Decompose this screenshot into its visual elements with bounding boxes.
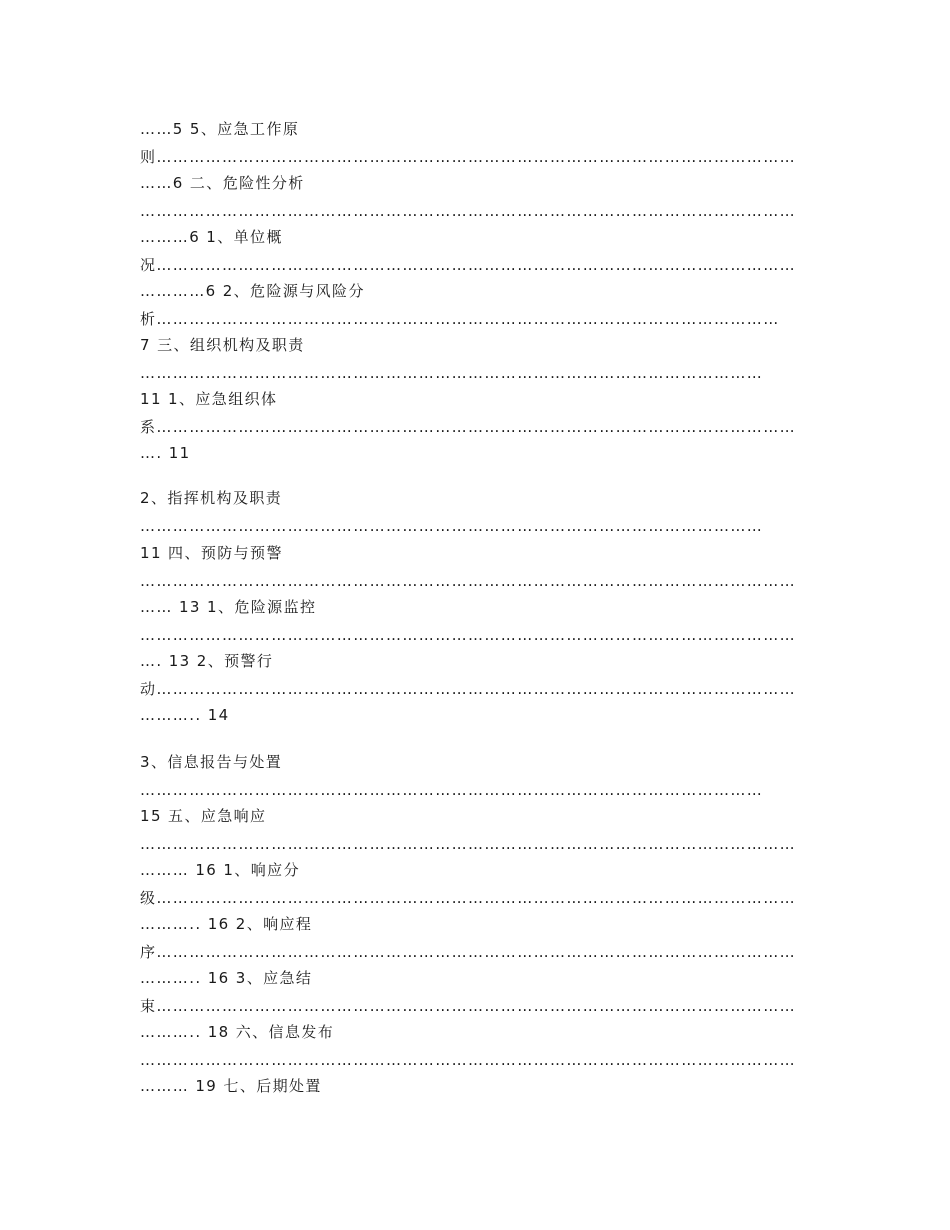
toc-line: 7 三、组织机构及职责 <box>140 336 305 354</box>
toc-line: ……….. 16 3、应急结 <box>140 969 313 987</box>
toc-line: ………6 1、单位概 <box>140 228 283 246</box>
toc-line: 系……………………………………………………………………………………………………… <box>140 418 796 436</box>
toc-line: 15 五、应急响应 <box>140 807 267 825</box>
toc-line: ……….. 14 <box>140 706 230 724</box>
toc-line: 2、指挥机构及职责 <box>140 489 283 507</box>
toc-line: …………………………………………………………………………………………………… <box>140 364 764 382</box>
toc-line: ………………………………………………………………………………………………………… <box>140 202 796 220</box>
toc-line: ………………………………………………………………………………………………………… <box>140 835 796 853</box>
toc-line: …. 11 <box>140 444 191 462</box>
toc-line: ………………………………………………………………………………………………………… <box>140 626 796 644</box>
toc-line: ……… 19 七、后期处置 <box>140 1077 322 1095</box>
toc-line: 序……………………………………………………………………………………………………… <box>140 943 796 961</box>
toc-line: 11 四、预防与预警 <box>140 544 283 562</box>
toc-line: 则……………………………………………………………………………………………………… <box>140 148 796 166</box>
toc-line: …… 13 1、危险源监控 <box>140 598 317 616</box>
toc-line: 11 1、应急组织体 <box>140 390 278 408</box>
toc-line: …. 13 2、预警行 <box>140 652 274 670</box>
toc-line: 况……………………………………………………………………………………………………… <box>140 256 796 274</box>
toc-line: ………………………………………………………………………………………………………… <box>140 1051 796 1069</box>
toc-line: ……….. 16 2、响应程 <box>140 915 313 933</box>
toc-line: ………………………………………………………………………………………………………… <box>140 572 796 590</box>
toc-line: ……6 二、危险性分析 <box>140 174 305 192</box>
toc-line: ……… 16 1、响应分 <box>140 861 300 879</box>
toc-line: …………………………………………………………………………………………………… <box>140 781 764 799</box>
toc-line: 级……………………………………………………………………………………………………… <box>140 889 796 907</box>
toc-line: …………………………………………………………………………………………………… <box>140 517 764 535</box>
toc-line: 动……………………………………………………………………………………………………… <box>140 680 796 698</box>
toc-line: 析…………………………………………………………………………………………………… <box>140 310 780 328</box>
toc-line: 束……………………………………………………………………………………………………… <box>140 997 796 1015</box>
toc-line: ……5 5、应急工作原 <box>140 120 300 138</box>
toc-line: ……….. 18 六、信息发布 <box>140 1023 335 1041</box>
toc-line: 3、信息报告与处置 <box>140 753 283 771</box>
toc-line: …………6 2、危险源与风险分 <box>140 282 365 300</box>
